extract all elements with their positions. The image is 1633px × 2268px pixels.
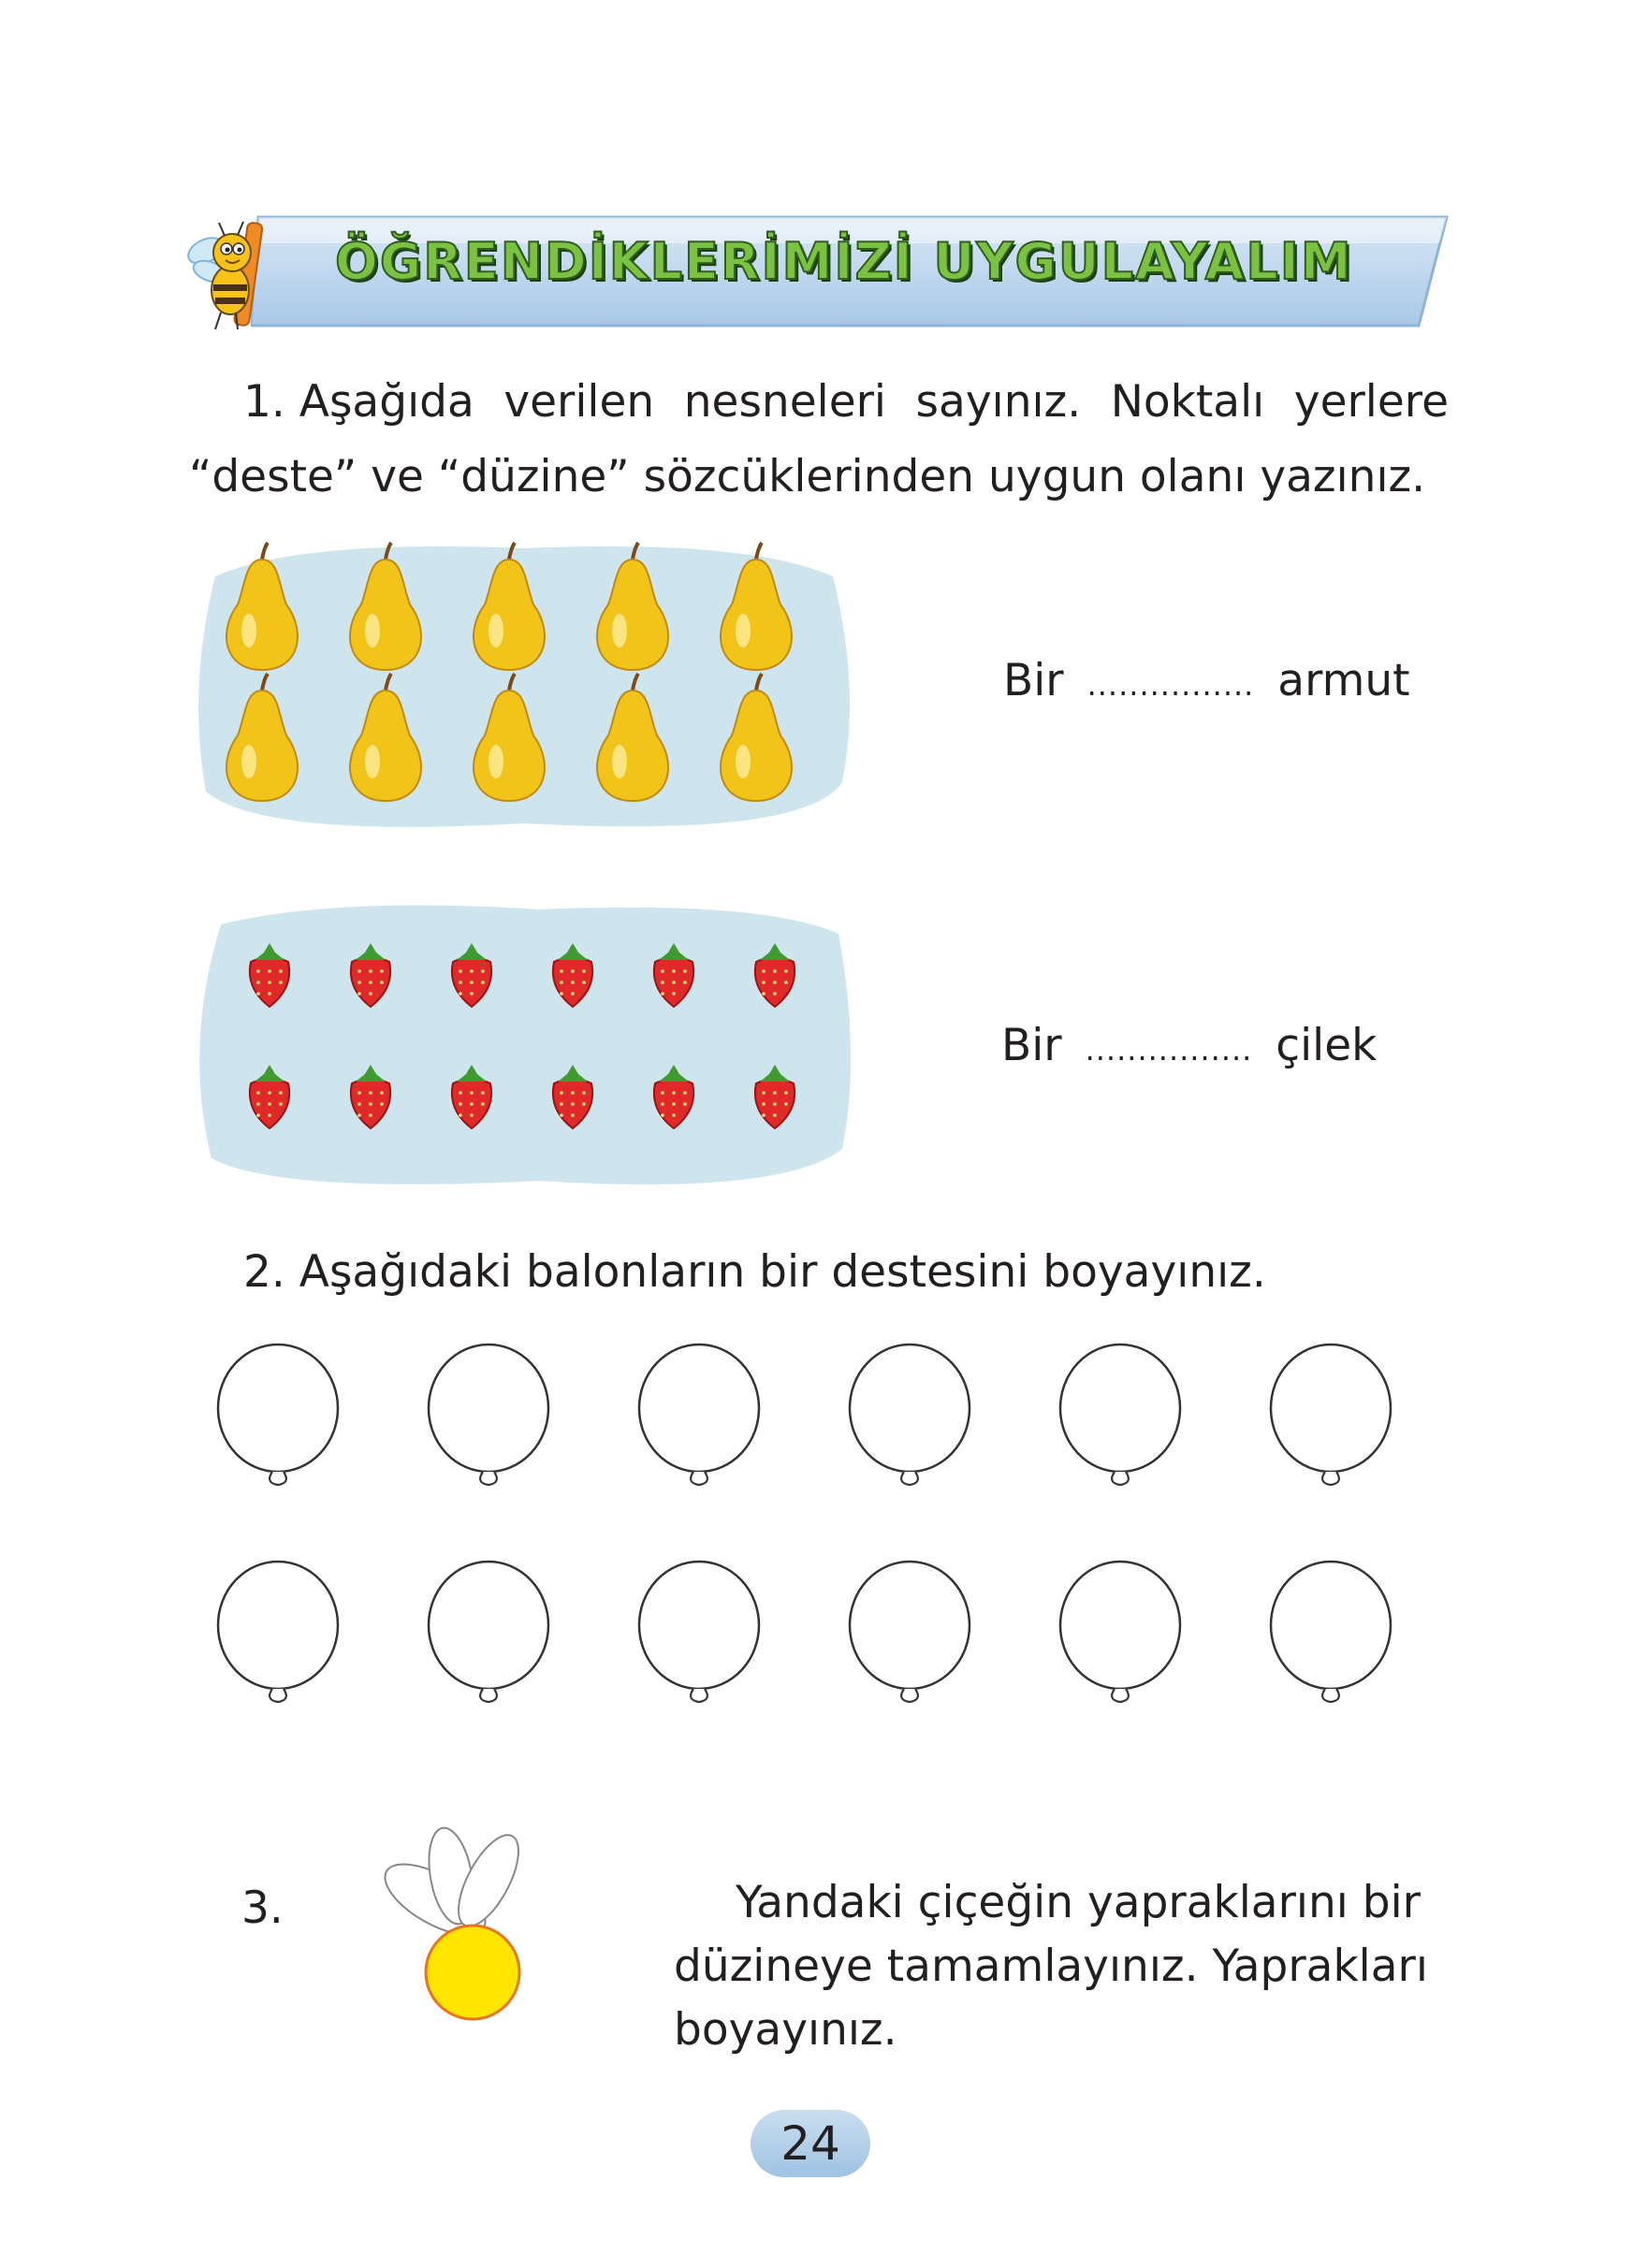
word: Noktalı — [1110, 376, 1265, 428]
pear-fill-sentence — [1003, 655, 1410, 706]
word: sayınız. — [915, 376, 1082, 428]
balloon-grid — [206, 1338, 1422, 1731]
strawberry-answer-blank[interactable]: ................ — [1085, 1032, 1253, 1068]
question-2-number: 2. — [243, 1246, 285, 1298]
fill-suffix: armut — [1277, 655, 1410, 706]
question-3-line-3: boyayınız. — [674, 2004, 897, 2056]
balloon-outline[interactable] — [218, 1562, 338, 1702]
balloon-outline[interactable] — [429, 1345, 548, 1485]
question-2-prompt: Aşağıdaki balonların bir destesini boyayınız. — [299, 1246, 1266, 1298]
bee-mascot-icon — [178, 213, 271, 335]
fill-prefix: Bir — [1001, 1020, 1062, 1071]
balloon-outline[interactable] — [850, 1562, 970, 1702]
word: yerlere — [1293, 376, 1449, 428]
section-banner — [251, 215, 1449, 329]
balloon-outline[interactable] — [639, 1562, 759, 1702]
question-3-number: 3. — [241, 1883, 284, 1934]
balloon-outline[interactable] — [639, 1345, 759, 1485]
question-1-number: 1. — [243, 376, 285, 428]
section-title: ÖĞRENDİKLERİMİZİ UYGULAYALIM — [335, 232, 1353, 291]
word: nesneleri — [683, 376, 886, 428]
balloon-outline[interactable] — [1060, 1562, 1180, 1702]
balloon-outline[interactable] — [218, 1345, 338, 1485]
question-1-line-1 — [195, 365, 1449, 440]
question-1-line-2: “deste” ve “düzine” sözcüklerinden uygun olanı yazınız. — [189, 451, 1426, 502]
page-number: 24 — [751, 2110, 870, 2177]
question-3-line-1: Yandaki çiçeğin yapraklarını bir — [736, 1877, 1421, 1928]
question-2-text — [243, 1235, 1266, 1310]
flower-drawing[interactable] — [346, 1825, 552, 2030]
question-3-text — [674, 1871, 1446, 2062]
balloon-outline[interactable] — [1060, 1345, 1180, 1485]
balloon-outline[interactable] — [1271, 1345, 1391, 1485]
word: verilen — [503, 376, 655, 428]
balloon-outline[interactable] — [1271, 1562, 1391, 1702]
fill-prefix: Bir — [1003, 655, 1064, 706]
question-3-line-2: düzineye tamamlayınız. Yaprakları — [674, 1941, 1428, 1992]
balloon-outline[interactable] — [429, 1562, 548, 1702]
pear-answer-blank[interactable]: ................ — [1086, 667, 1255, 703]
word: Aşağıda — [299, 376, 474, 428]
pear-panel — [187, 539, 861, 838]
strawberry-fill-sentence — [1001, 1020, 1377, 1071]
strawberry-panel — [183, 896, 861, 1196]
question-1-text — [189, 365, 1449, 515]
balloon-outline[interactable] — [850, 1345, 970, 1485]
fill-suffix: çilek — [1276, 1020, 1378, 1071]
flower-center — [426, 1926, 519, 2019]
